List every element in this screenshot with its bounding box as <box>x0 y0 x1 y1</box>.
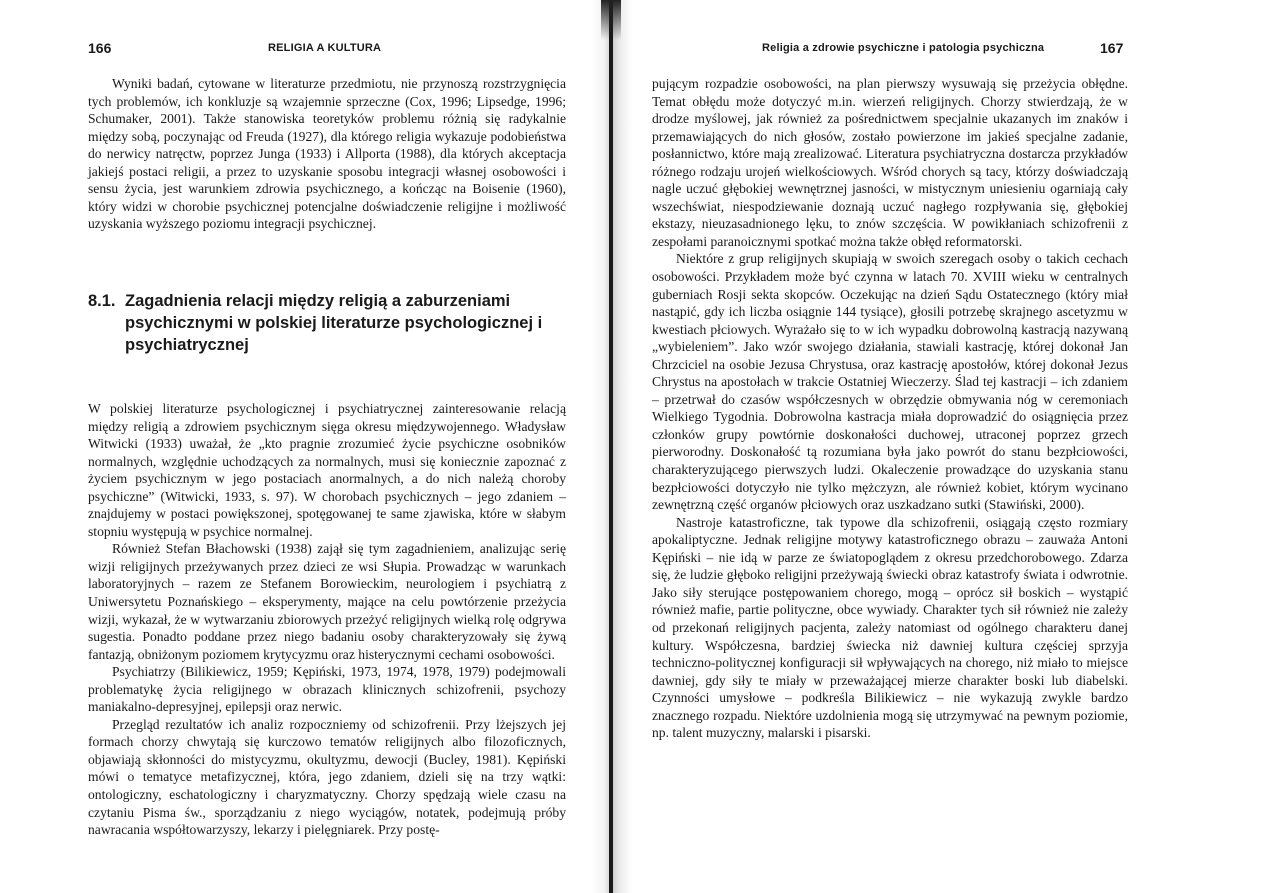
right-page <box>630 0 1263 893</box>
left-paragraph-1: Wyniki badań, cytowane w literaturze przedmiotu, nie przynoszą rozstrzygnięcia tych problemów, ich konkluzje są wzajemnie sprzeczne (Cox, 1996; Lipsedge, 1996; Schumaker, 2001). Także stanowiska teoretyków problemu różnią się radykalnie między sobą, poczynając od Freuda (1927), dla którego religia wykazuje podobieństwa do nerwicy natręctw, poprzez Junga (1933) i Allporta (1988), dla których akceptacja jakiejś postaci religii, a przez to uzyskanie sposobu integracji własnej osobowości i sensu życia, jest warunkiem zdrowia psychicznego, a kończąc na Boisenie (1960), który widzi w chorobie psychicznej potencjalne doświadczenie religijne i możliwość uzyskania wyższego poziomu integracji psychicznej. <box>88 76 566 232</box>
right-body-block <box>652 75 1128 742</box>
right-paragraph-1: pującym rozpadzie osobowości, na plan pierwszy wysuwają się przeżycia obłędne. Temat obłędu może dotyczyć m.in. wierzeń religijnych. Chorzy stwierdzają, że w drodze myślowej, jak również za pośrednictwem specjalnie ukazanych im znaków i przemawiających do nich głosów, zostało powierzone im jakieś specjalne zadanie, posłannictwo, które mają zrealizować. Literatura psychiatryczna dostarcza przykładów różnego rodzaju urojeń wielkościowych. Wśród chorych są tacy, którzy doświadczają nagle uczuć głębokiej wewnętrznej jasności, w mistycznym uniesieniu ogarniają cały wszechświat, niespodziewanie doznają uczuć nagłego rozpływania się, głębokiej ekstazy, nieuzasadnionego lęku, to znów szczęścia. W powikłaniach schizofrenii z zespołami paranoicznymi spotkać można także obłęd reformatorski. <box>652 76 1128 249</box>
running-head-left: RELIGIA A KULTURA <box>268 42 382 54</box>
left-intro-block <box>88 75 566 233</box>
section-number: 8.1. <box>88 292 116 310</box>
page-number-right: 167 <box>1100 40 1124 56</box>
left-paragraph-5: Przegląd rezultatów ich analiz rozpoczniemy od schizofrenii. Przy lżejszych jej formach chorzy chwytają się kurczowo tematów religijnych albo filozoficznych, objawiają skłonności do mistycyzmu, okultyzmu, dewocji (Bucley, 1981). Kępiński mówi o tematyce metafizycznej, która, jego zdaniem, dzieli się na trzy wątki: ontologiczny, eschatologiczny i charyzmatyczny. Chorzy spędzają wiele czasu na czytaniu Pisma św., sporządzaniu z niego wyciągów, notatek, podejmują próby nawracania współtowarzyszy, lekarzy i pielęgniarek. Przy postę- <box>88 716 566 838</box>
section-heading <box>88 290 558 356</box>
left-paragraph-3: Również Stefan Błachowski (1938) zajął się tym zagadnieniem, analizując serię wizji religijnych przeżywanych przez dzieci ze wsi Słupia. Prowadząc w warunkach laboratoryjnych – razem ze Stefanem Borowieckim, neurologiem i psychiatrą z Uniwersytetu Poznańskiego – eksperymenty, mające na celu powtórzenie przeżycia wizji, wykazał, że w wytwarzaniu zbiorowych przeżyć religijnych wielką rolę odgrywa sugestia. Ponadto poddane przez niego badaniu osoby charakteryzowały się żywą fantazją, obniżonym poziomem krytycyzmu oraz histerycznymi cechami osobowości. <box>88 541 566 662</box>
left-paragraph-4: Psychiatrzy (Bilikiewicz, 1959; Kępiński, 1973, 1974, 1978, 1979) podejmowali problematykę życia religijnego w obrazach klinicznych schizofrenii, psychozy maniakalno-depresyjnej, epilepsji oraz nerwic. <box>88 664 566 715</box>
running-head-right: Religia a zdrowie psychiczne i patologia psychiczna <box>762 42 1045 54</box>
right-paragraph-2: Niektóre z grup religijnych skupiają w swoich szeregach osoby o takich cechach osobowości. Przykładem może być czynna w latach 70. XVIII wieku w centralnych guberniach Rosji sekta skopców. Oczekując na dzień Sądu Ostatecznego (który miał nastąpić, gdy ich liczba osiągnie 144 tysiące), głosili potrzebę skrajnego ascetyzmu w kwestiach płciowych. Wyrażało się to w ich wypadku dobrowolną kastracją nazywaną „wybieleniem”. Jako wzór swojego działania, stawiali kastrację, której dokonał Jan Chrzciciel na osobie Jezusa Chrystusa, oraz kastrację apostołów, której dokonał Jezus Chrystus na apostołach w trakcie Ostatniej Wieczerzy. Ślad tej kastracji – ich zdaniem – przetrwał do czasów współczesnych w obrzędzie obmywania nóg w ceremoniach Wielkiego Tygodnia. Dobrowolna kastracja miała doprowadzić do osiągnięcia przez członków grupy powtórnie doskonałości duchowej, utraconej poprzez grzech pierworodny. Doskonałość tą rozumiana była jako powrót do stanu bezpłciowości, charakteryzującego pierwszych ludzi. Okaleczenie prowadzące do uzyskania stanu bezpłciowości dotyczyło nie tylko mężczyzn, ale również kobiet, którym wycinano zewnętrzną część organów płciowych oraz uszkadzano sutki (Stawiński, 2000). <box>652 251 1128 513</box>
left-page <box>0 0 620 893</box>
left-paragraph-2: W polskiej literaturze psychologicznej i psychiatrycznej zainteresowanie relacją między religią a zdrowiem psychicznym sięga okresu międzywojennego. Władysław Witwicki (1933) uważał, że „kto pragnie zrozumieć życie psychiczne osobników normalnych, względnie uchodzących za normalnych, musi się koniecznie zapoznać z życiem psychicznym w jego postaciach anormalnych, a do nich należą choroby psychiczne” (Witwicki, 1933, s. 97). W chorobach psychicznych – jego zdaniem – znajdujemy w postaci powiększonej, spotęgowanej te same zjawiska, które w słabym stopniu występują w psychice normalnej. <box>88 401 566 539</box>
page-number-left: 166 <box>88 40 112 56</box>
right-paragraph-3: Nastroje katastroficzne, tak typowe dla schizofrenii, osiągają często rozmiary apokaliptyczne. Jednak religijne motywy katastroficznego obrazu – zauważa Antoni Kępiński – nie idą w parze ze światopoglądem z okresu przedchorobowego. Zdarza się, że ludzie głęboko religijni przeżywają świecki obraz katastrofy świata i odwrotnie. Jako siły sterujące postępowaniem chorego, mogą – oprócz sił boskich – wystąpić również mafie, partie polityczne, obce wywiady. Charakter tych sił również nie zależy od przekonań religijnych pacjenta, zależy natomiast od ogólnego charakteru danej kultury. Współczesna, bardziej świecka niż dawniej kultura częściej sprzyja techniczno-politycznej konfiguracji sił wpływających na chorego, niż miało to miejsce dawniej, gdy siły te miały w przeważającej mierze charakter boski lub diabelski. Czynności umysłowe – podkreśla Bilikiewicz – nie wykazują zwykle bardzo znacznego rozpadu. Niektóre uzdolnienia mogą się utrzymywać na pewnym poziomie, np. talent muzyczny, malarski i pisarski. <box>652 514 1128 741</box>
left-body-block <box>88 400 566 839</box>
section-title: Zagadnienia relacji między religią a zaburzeniami psychicznymi w polskiej literaturze psychologicznej i psychiatrycznej <box>125 292 543 354</box>
